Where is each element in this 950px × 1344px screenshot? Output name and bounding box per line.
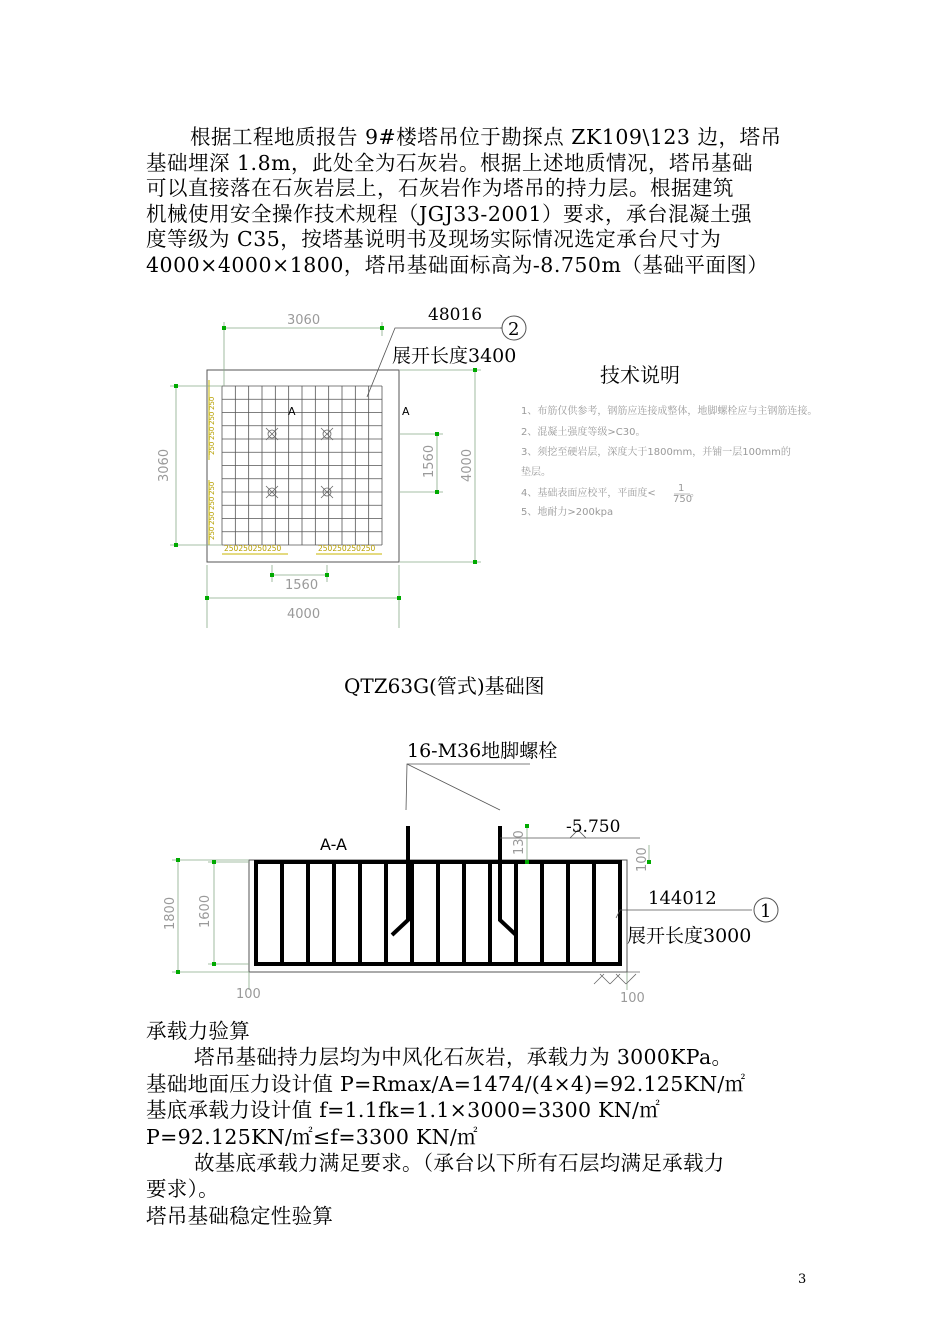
rebar-number: 48016 [428,305,483,325]
intro-line: 基础埋深 1.8m，此处全为石灰岩。根据上述地质情况，塔吊基础 [146,150,754,175]
dim-130: 130 [512,830,527,855]
calc-line: 要求）。 [146,1177,219,1202]
ground-hatch [590,972,640,984]
page-number: 3 [798,1272,807,1287]
calc-heading: 承载力验算 [146,1019,250,1043]
dim-1800: 1800 [163,896,178,930]
dim-100-right: 100 [620,991,645,1006]
section-mark: A [402,405,410,418]
tech-note: 2、混凝土强度等级>C30。 [521,427,646,438]
section-rebar-leader [616,910,752,918]
rebar-grid [222,386,382,545]
dim-outer-right: 4000 [460,448,475,482]
intro-line: 根据工程地质报告 9#楼塔吊位于勘探点 ZK109\123 边，塔吊 [190,125,782,149]
spacing-label: 250 [208,396,216,410]
bearing-capacity-calc [146,1018,826,1229]
calc-line: 基础地面压力设计值 P=Rmax/A=1474/(4×4)=92.125KN/㎡ [146,1071,746,1096]
tech-note: 4、基础表面应校平，平面度< [521,488,656,499]
dim-left: 3060 [157,448,172,482]
tech-note: 3、须挖至硬岩层，深度大于1800mm，并铺一层100mm的 [521,447,791,458]
fraction-numerator: 1 [678,483,685,494]
dim-100-left: 100 [236,987,261,1002]
calc-line: 塔吊基础稳定性验算 [146,1203,334,1228]
spacing-label: 250 [208,411,216,425]
bolt-leader [407,764,500,810]
spacing-label: 250 [208,426,216,440]
spacing-label: 250 [208,441,216,455]
section-rebar-number: 144012 [648,888,717,909]
rebar-length: 展开长度3400 [392,345,517,367]
calc-line: 塔吊基础持力层均为中风化石灰岩，承载力为 3000KPa。 [194,1045,733,1070]
tech-notes [521,404,817,518]
plan-outline [207,370,399,562]
spacing-label-group: 250250250250 [318,544,376,553]
section-title: A-A [320,835,347,854]
vertical-bars [282,862,594,964]
calc-line: P=92.125KN/㎡≤f=3300 KN/㎡ [146,1124,478,1149]
fraction-tail: 。 [690,488,700,499]
elevation-label: -5.750 [566,817,621,837]
spacing-label: 250 [208,481,216,495]
spacing-label: 250 [208,511,216,525]
fraction-denominator: 750 [673,494,693,505]
section-mark: A [288,405,296,418]
calc-line: 基底承载力设计值 f=1.1fk=1.1×3000=3300 KN/㎡ [146,1098,661,1123]
section-rebar-index: 1 [760,901,772,922]
bolt-label: 16-M36地脚螺栓 [407,740,558,762]
tech-note: 5、地耐力>200kpa [521,507,614,518]
spacing-label-group: 250250250250 [224,544,282,553]
dim-100-top: 100 [635,847,650,872]
section-rebar-length: 展开长度3000 [627,925,752,947]
intro-line: 度等级为 C35，按塔基说明书及现场实际情况选定承台尺寸为 [146,227,722,252]
section-view [163,740,778,1006]
intro-line: 可以直接落在石灰岩层上，石灰岩作为塔吊的持力层。根据建筑 [146,176,734,201]
tech-note: 1、布筋仅供参考，钢筋应连接成整体，地脚螺栓应与主钢筋连接。 [521,406,818,417]
spacing-label: 250 [208,496,216,510]
spacing-label: 250 [208,526,216,540]
dim-bottom-inner: 1560 [285,578,319,593]
tech-note: 垫层。 [521,467,551,478]
tech-notes-title: 技术说明 [600,363,680,387]
dim-top: 3060 [287,313,321,328]
intro-line: 机械使用安全操作技术规程（JGJ33-2001）要求，承台混凝土强 [146,201,752,226]
rebar-index: 2 [508,319,520,340]
plan-view [157,305,817,628]
bolt-markers [266,428,333,498]
drawing-caption: QTZ63G(管式)基础图 [344,674,545,698]
dim-1600: 1600 [198,894,213,928]
intro-line: 4000×4000×1800，塔吊基础面标高为-8.750m（基础平面图） [146,252,769,277]
dim-bottom-outer: 4000 [287,607,321,622]
dim-inner-right: 1560 [422,444,437,478]
calc-line: 故基底承载力满足要求。（承台以下所有石层均满足承载力 [194,1151,725,1176]
